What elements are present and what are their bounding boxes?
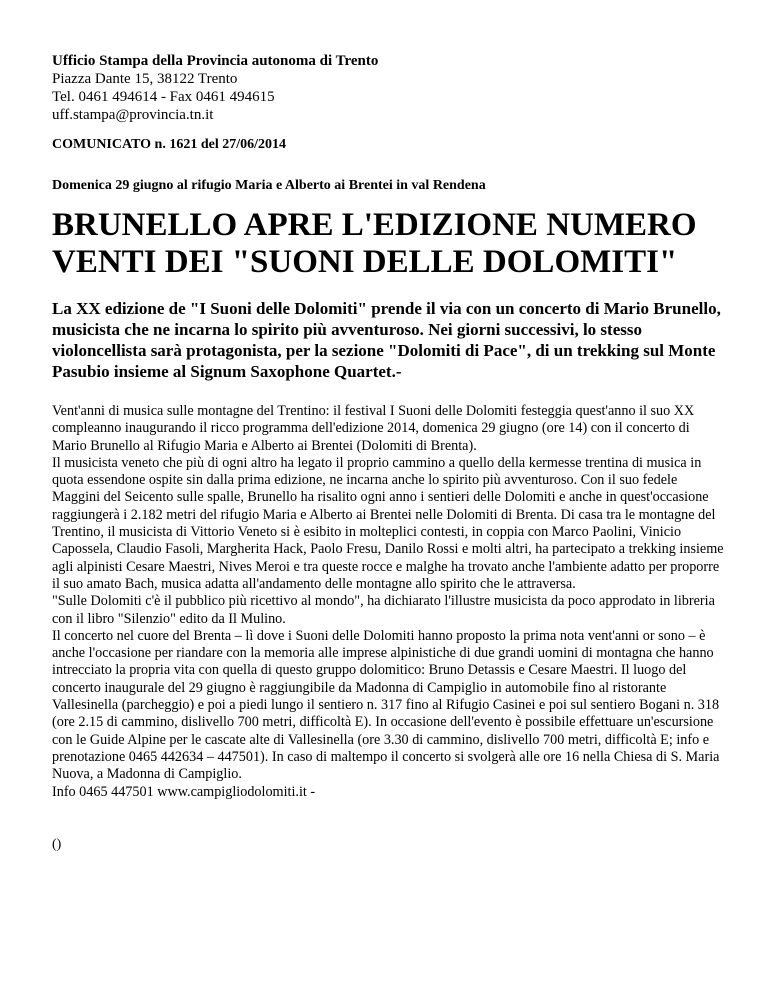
office-email: uff.stampa@provincia.tn.it — [52, 107, 214, 123]
press-office-header — [52, 52, 378, 124]
office-address: Piazza Dante 15, 38122 Trento — [52, 71, 238, 87]
kicker: Domenica 29 giugno al rifugio Maria e Alberto ai Brentei in val Rendena — [52, 178, 486, 193]
body-paragraph: Info 0465 447501 www.campigliodolomiti.it - — [52, 783, 316, 800]
body-paragraph: Il concerto nel cuore del Brenta – lì dove i Suoni delle Dolomiti hanno proposto la prima nota vent'anni or sono – è anche l'occasione per riandare con la memoria alle imprese alpinistiche di due grandi uomini di montagna che hanno intrecciato la propria vita con quella di questo gruppo dolomitico: Bruno Detassis e Cesare Maestri. Il luogo del concerto inaugurale del 29 giugno è raggiungibile da Madonna di Campiglio in automobile fino al ristorante Vallesinella (parcheggio) e poi a piedi lungo il sentiero n. 317 fino al Rifugio Casinei e poi sul sentiero Bogani n. 318 (ore 2.15 di cammino, dislivello 700 metri, difficoltà E). In occasione dell'evento è possibile effettuare un'escursione con le Guide Alpine per le cascate alte di Vallesinella (ore 3.30 di cammino, dislivello 700 metri, difficoltà E; info e prenotazione 0465 442634 – 447501). In caso di maltempo il concerto si svolgerà alle ore 16 nella Chiesa di S. Maria Nuova, a Madonna di Campiglio. — [52, 627, 720, 783]
office-phone: Tel. 0461 494614 - Fax 0461 494615 — [52, 89, 275, 105]
office-name: Ufficio Stampa della Provincia autonoma di Trento — [52, 53, 379, 69]
article-body — [52, 403, 724, 801]
footer-parentheses: () — [52, 837, 62, 852]
lead-paragraph: La XX edizione de "I Suoni delle Dolomiti" prende il via con un concerto di Mario Brunello, musicista che ne incarna lo spirito più avventuroso. Nei giorni successivi, lo stesso violoncellista sarà protagonista, per la sezione "Dolomiti di Pace", di un trekking sul Monte Pasubio insieme al Signum Saxophone Quartet.- — [52, 299, 721, 381]
body-paragraph: Il musicista veneto che più di ogni altro ha legato il proprio cammino a quello della kermesse trentina di musica in quota essendone ospite sin dalla prima edizione, ne incarna anche lo spirito più avventuroso. Con il suo fedele Maggini del Seicento sulle spalle, Brunello ha risalito ogni anno i sentieri delle Dolomiti e anche in quest'occasione raggiungerà i 2.182 metri del rifugio Maria e Alberto ai Brentei nelle Dolomiti di Brenta. Di casa tra le montagne del Trentino, il musicista di Vittorio Veneto si è esibito in molteplici contesti, in coppia con Marco Paolini, Vinicio Capossela, Claudio Fasoli, Margherita Hack, Paolo Fresu, Danilo Rossi e molti altri, ha partecipato a trekking insieme agli alpinisti Cesare Maestri, Nives Meroi e tra queste rocce e malghe ha trovato anche l'ambiente adatto per proporre il suo amato Bach, musica adatta all'andamento delle montagne allo spirito che le attraversa. — [52, 454, 724, 592]
body-paragraph: Vent'anni di musica sulle montagne del Trentino: il festival I Suoni delle Dolomiti festeggia quest'anno il suo XX compleanno inaugurando il ricco programma dell'edizione 2014, domenica 29 giugno (ore 14) con il concerto di Mario Brunello al Rifugio Maria e Alberto ai Brentei (Dolomiti di Brenta). — [52, 403, 695, 454]
body-paragraph: "Sulle Dolomiti c'è il pubblico più ricettivo al mondo", ha dichiarato l'illustre musicista da poco approdato in libreria con il libro "Silenzio" edito da Il Mulino. — [52, 593, 715, 627]
release-number: COMUNICATO n. 1621 del 27/06/2014 — [52, 137, 286, 152]
headline: BRUNELLO APRE L'EDIZIONE NUMERO VENTI DEI "SUONI DELLE DOLOMITI" — [52, 207, 697, 280]
